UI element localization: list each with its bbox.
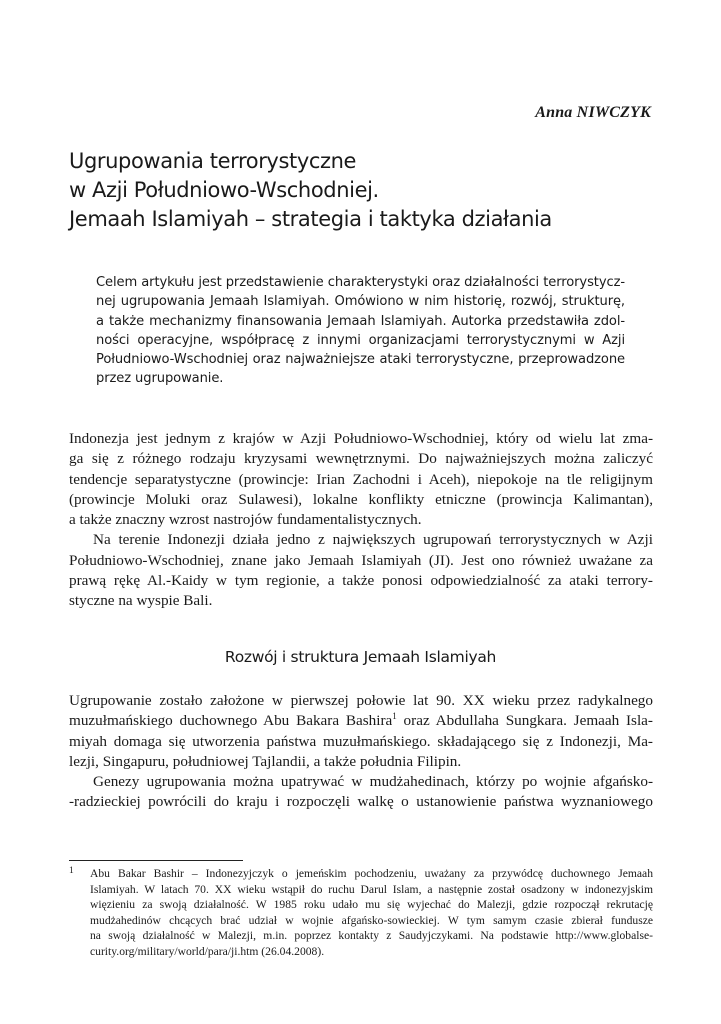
section-paragraph-2 xyxy=(69,772,653,813)
text-line-with-footnote xyxy=(69,711,653,731)
text-line: Genezy ugrupowania można upatrywać w mudżahedinach, którzy po wojnie afgańsko- xyxy=(93,773,653,791)
author-name: Anna NIWCZYK xyxy=(535,104,651,121)
footnote-line: na swoją działalność w Malezji, m.in. poprzez kontakty z Saudyjczykami. Na podstawie http://www.globalse- xyxy=(90,929,653,943)
text-line: Na terenie Indonezji działa jedno z największych ugrupowań terrorystycznych w Azji xyxy=(93,531,653,549)
footnote-separator xyxy=(69,860,243,861)
text-line: Ugrupowanie zostało założone w pierwszej połowie lat 90. XX wieku przez radykalnego xyxy=(69,692,653,709)
text-line: tendencje separatystyczne (prowincje: Irian Zachodni i Aceh), niepokoje na tle religijnym xyxy=(69,470,653,488)
intro-paragraph-1 xyxy=(69,429,653,530)
intro-text xyxy=(69,429,653,612)
text-line: Południowo-Wschodniej, znane jako Jemaah Islamiyah (JI). Jest ono również uważane za xyxy=(69,551,653,569)
text-line: a także znaczny wzrost nastrojów fundamentalistycznych. xyxy=(69,511,422,529)
abstract-line: Celem artykułu jest przedstawienie charakterystyki oraz działalności terrorystycz- xyxy=(96,275,625,290)
abstract-line: a także mechanizmy finansowania Jemaah Islamiyah. Autorka przedstawiła zdol- xyxy=(96,313,625,329)
section-heading: Rozwój i struktura Jemaah Islamiyah xyxy=(224,648,497,666)
footnote xyxy=(69,866,653,960)
abstract-line: ności operacyjne, współpracę z innymi organizacjami terrorystycznymi w Azji xyxy=(96,332,625,348)
abstract-line: nej ugrupowania Jemaah Islamiyah. Omówiono w nim historię, rozwój, strukturę, xyxy=(96,294,625,310)
footnote-text xyxy=(90,866,653,960)
title-line: w Azji Południowo-Wschodniej. xyxy=(69,178,379,202)
article-title xyxy=(69,147,669,234)
title-line: Ugrupowania terrorystyczne xyxy=(69,149,357,173)
footnote-line: Abu Bakar Bashir – Indonezyjczyk o jemeńskim pochodzeniu, uważany za przywódcę duchownego Jemaah xyxy=(90,867,653,880)
text-line: prawą rękę Al.-Kaidy w tym regionie, a także ponosi odpowiedzialność za ataki terrory- xyxy=(69,572,653,590)
intro-paragraph-2 xyxy=(69,530,653,611)
footnote-line: Islamiyah. W latach 70. XX wieku wstąpił do ruchu Darul Islam, a następnie został osadzony w indonezyjskim xyxy=(90,882,653,896)
text-line: ga się z różnego rodzaju kryzysami wewnętrznymi. Do najważniejszych można zaliczyć xyxy=(69,450,653,468)
text-line: miyah domaga się utworzenia państwa muzułmańskiego. składającego się z Indonezji, Ma- xyxy=(69,732,653,750)
section-text xyxy=(69,691,653,813)
text-line: Indonezja jest jednym z krajów w Azji Południowo-Wschodniej, który od wielu lat zma- xyxy=(69,430,653,447)
text-segment: muzułmańskiego duchownego Abu Bakara Bashira xyxy=(69,712,393,730)
text-segment: oraz Abdullaha Sungkara. Jemaah Isla- xyxy=(396,712,653,730)
footnote-line: curity.org/military/world/para/ji.htm (26.04.2008). xyxy=(90,944,325,958)
footnote-number: 1 xyxy=(69,866,74,876)
footnote-reference: 1 xyxy=(392,711,397,722)
text-line: -radzieckiej powrócili do kraju i rozpoczęli walkę o ustanowienie państwa wyznaniowego xyxy=(69,793,653,811)
footnote-line: więzieniu za swoją działalność. W 1985 roku udało mu się wyjechać do Malezji, gdzie rozpoczął rekrutację xyxy=(90,898,653,912)
footnote-line: mudżahedinów chcących brać udział w wojnie afgańsko-sowieckiej. W tym samym czasie zbierał fundusze xyxy=(90,913,653,927)
abstract-line: Południowo-Wschodniej oraz najważniejsze ataki terrorystyczne, przeprowadzone xyxy=(96,352,625,368)
abstract xyxy=(96,273,625,389)
abstract-line: przez ugrupowanie. xyxy=(96,371,224,387)
text-line: lezji, Singapuru, południowej Tajlandii, a także południa Filipin. xyxy=(69,752,462,770)
text-line: (prowincje Moluki oraz Sulawesi), lokalne konflikty etniczne (prowincja Kalimantan), xyxy=(69,490,653,508)
section-paragraph-1 xyxy=(69,691,653,772)
text-line: styczne na wyspie Bali. xyxy=(69,592,213,610)
title-line: Jemaah Islamiyah – strategia i taktyka działania xyxy=(69,207,552,231)
